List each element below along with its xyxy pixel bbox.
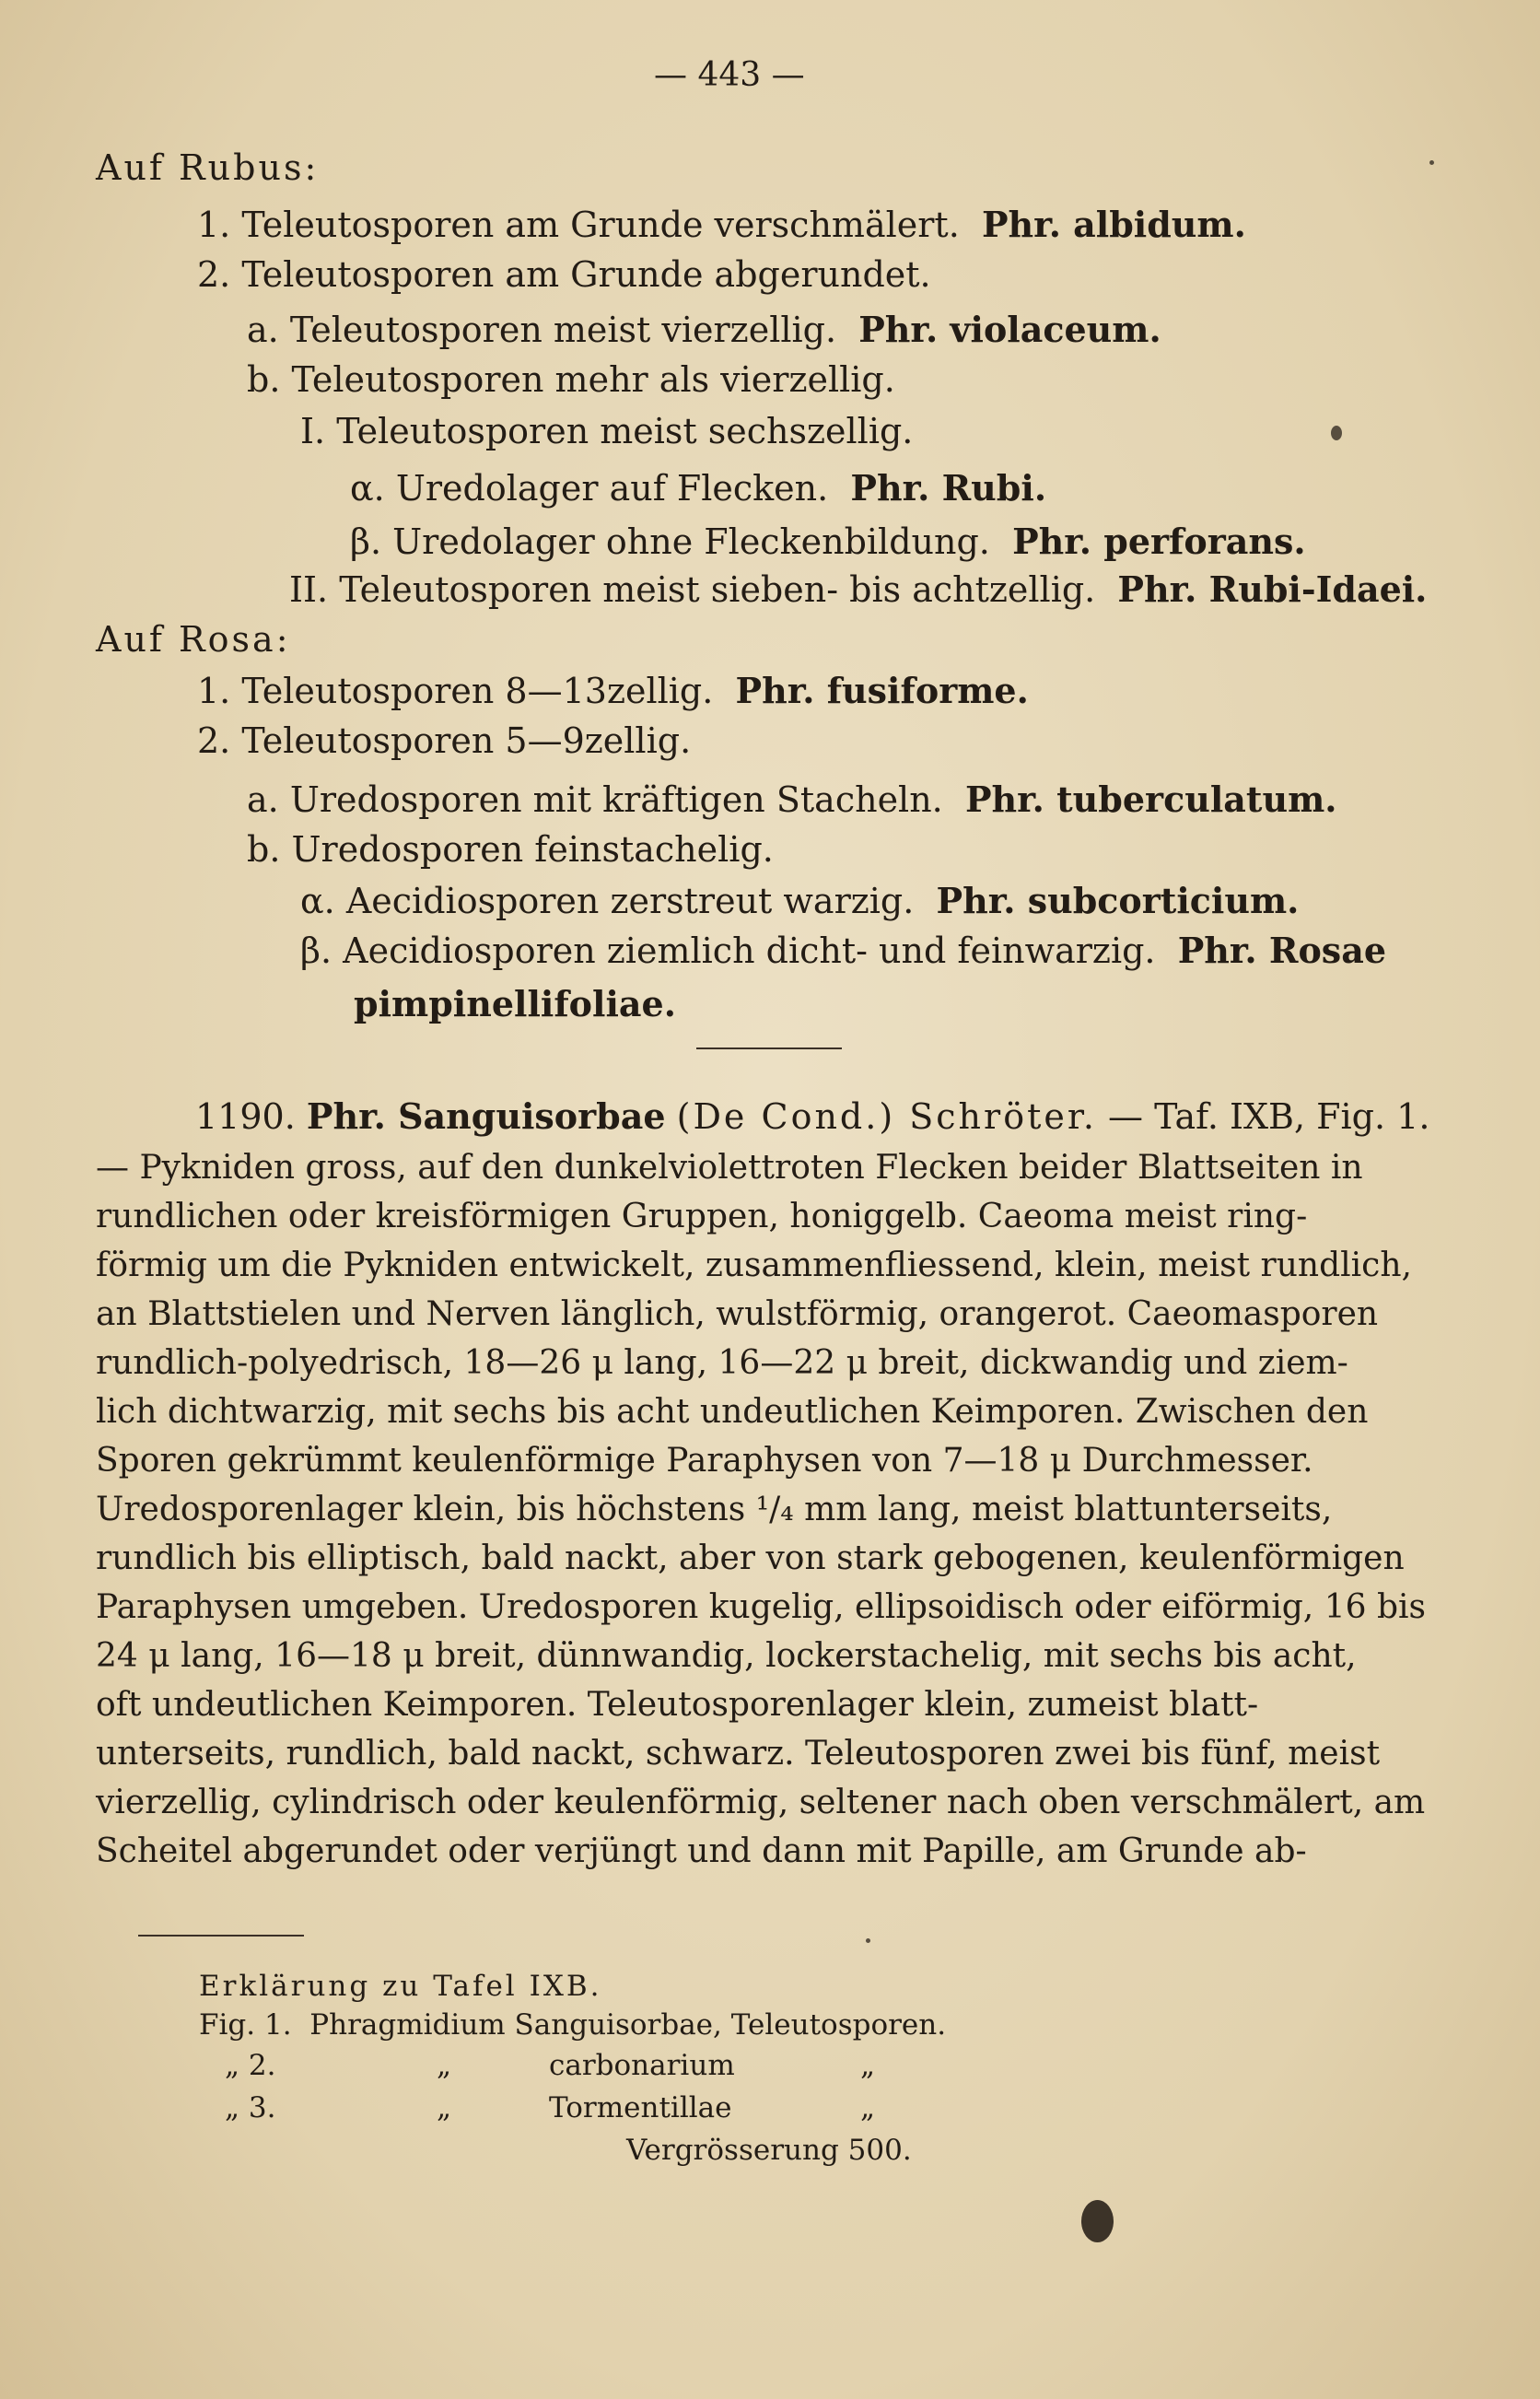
key-item: a. Uredosporen mit kräftigen Stacheln. Phr. tuberculatum. [247, 778, 1337, 820]
key-item: β. Aecidiosporen ziemlich dicht- und feinwarzig. Phr. Rosae [300, 930, 1386, 971]
species-name: Phr. violaceum. [858, 309, 1161, 350]
key-item: b. Teleutosporen mehr als vierzellig. [247, 359, 895, 400]
entry-text-line: 24 μ lang, 16—18 μ breit, dünnwandig, lockerstachelig, mit sechs bis acht, [96, 1637, 1357, 1675]
species-name: Phr. Rubi-Idaei. [1117, 568, 1428, 610]
ink-speck [1081, 2200, 1114, 2242]
entry-text-line: rundlichen oder kreisförmigen Gruppen, honiggelb. Caeoma meist ring- [96, 1198, 1308, 1235]
key-item: α. Uredolager auf Flecken. Phr. Rubi. [350, 467, 1047, 509]
entry-text-line: oft undeutlichen Keimporen. Teleutosporenlager klein, zumeist blatt- [96, 1686, 1259, 1724]
page-number: — 443 — [654, 56, 805, 94]
author: (De Cond.) Schröter. [676, 1096, 1097, 1137]
footnote-divider [138, 1935, 304, 1937]
species-name: Phr. albidum. [981, 204, 1246, 245]
entry-text-line: unterseits, rundlich, bald nackt, schwarz. Teleutosporen zwei bis fünf, meist [96, 1735, 1381, 1773]
section-divider [696, 1047, 842, 1049]
entry-text-line: rundlich-polyedrisch, 18—26 μ lang, 16—22 μ breit, dickwandig und ziem- [96, 1344, 1348, 1382]
entry-text-line: vierzellig, cylindrisch oder keulenförmig, seltener nach oben verschmälert, am [96, 1784, 1426, 1821]
species-name: Phr. subcorticium. [936, 880, 1300, 921]
species-name: Phr. Sanguisorbae [306, 1095, 666, 1137]
entry-text-line: Paraphysen umgeben. Uredosporen kugelig, ellipsoidisch oder eiförmig, 16 bis [96, 1588, 1426, 1626]
key-item: I. Teleutosporen meist sechszellig. [300, 411, 914, 451]
key-item: 1. Teleutosporen 8—13zellig. Phr. fusiforme. [197, 670, 1029, 711]
species-continuation: pimpinellifoliae. [354, 983, 676, 1024]
rubus-heading: Auf Rubus: [96, 147, 320, 188]
entry-text-line: rundlich bis elliptisch, bald nackt, aber von stark gebogenen, keulenförmigen [96, 1539, 1405, 1577]
key-item: b. Uredosporen feinstachelig. [247, 829, 774, 870]
entry-text-line: an Blattstielen und Nerven länglich, wulstförmig, orangerot. Caeomasporen [96, 1295, 1379, 1333]
entry-text-line: Scheitel abgerundet oder verjüngt und dann mit Papille, am Grunde ab- [96, 1832, 1307, 1870]
entry-text-line: Sporen gekrümmt keulenförmige Paraphysen von 7—18 μ Durchmesser. [96, 1442, 1313, 1480]
plate-reference: — Taf. IXB, Fig. 1. [1108, 1096, 1430, 1137]
species-name: Phr. tuberculatum. [964, 778, 1337, 820]
key-item: a. Teleutosporen meist vierzellig. Phr. violaceum. [247, 309, 1161, 350]
entry-text-line: — Pykniden gross, auf den dunkelviolettroten Flecken beider Blattseiten in [96, 1149, 1363, 1187]
species-name: Phr. Rosae [1177, 930, 1386, 971]
key-item: 2. Teleutosporen am Grunde abgerundet. [197, 254, 931, 295]
species-name: Phr. fusiforme. [735, 670, 1029, 711]
ink-speck [1429, 160, 1434, 165]
footnote-magnification: Vergrösserung 500. [626, 2134, 912, 2167]
rosa-heading: Auf Rosa: [96, 619, 291, 660]
footnote-title: Erklärung zu Tafel IXB. [199, 1970, 602, 2003]
key-item: II. Teleutosporen meist sieben- bis achtzellig. Phr. Rubi-Idaei. [289, 568, 1428, 610]
footnote-row: „ 2. „ carbonarium „ [225, 2049, 876, 2082]
key-item: α. Aecidiosporen zerstreut warzig. Phr. subcorticium. [300, 880, 1300, 921]
entry-heading [195, 1096, 1429, 1137]
footnote-row: „ 3. „ Tormentillae „ [225, 2091, 876, 2124]
entry-number: 1190. [195, 1096, 296, 1137]
key-item: 2. Teleutosporen 5—9zellig. [197, 720, 692, 761]
ink-speck [866, 1938, 870, 1943]
key-item: 1. Teleutosporen am Grunde verschmälert. Phr. albidum. [197, 204, 1246, 245]
ink-speck [1331, 426, 1342, 440]
entry-text-line: lich dichtwarzig, mit sechs bis acht undeutlichen Keimporen. Zwischen den [96, 1393, 1369, 1431]
key-item: β. Uredolager ohne Fleckenbildung. Phr. perforans. [350, 521, 1306, 562]
footnote-row: Fig. 1. Phragmidium Sanguisorbae, Teleutosporen. [199, 2008, 947, 2042]
entry-text-line: Uredosporenlager klein, bis höchstens ¹/₄ mm lang, meist blattunterseits, [96, 1491, 1333, 1528]
entry-text-line: förmig um die Pykniden entwickelt, zusammenfliessend, klein, meist rundlich, [96, 1246, 1412, 1284]
species-name: Phr. Rubi. [850, 467, 1047, 509]
species-name: Phr. perforans. [1012, 521, 1306, 562]
